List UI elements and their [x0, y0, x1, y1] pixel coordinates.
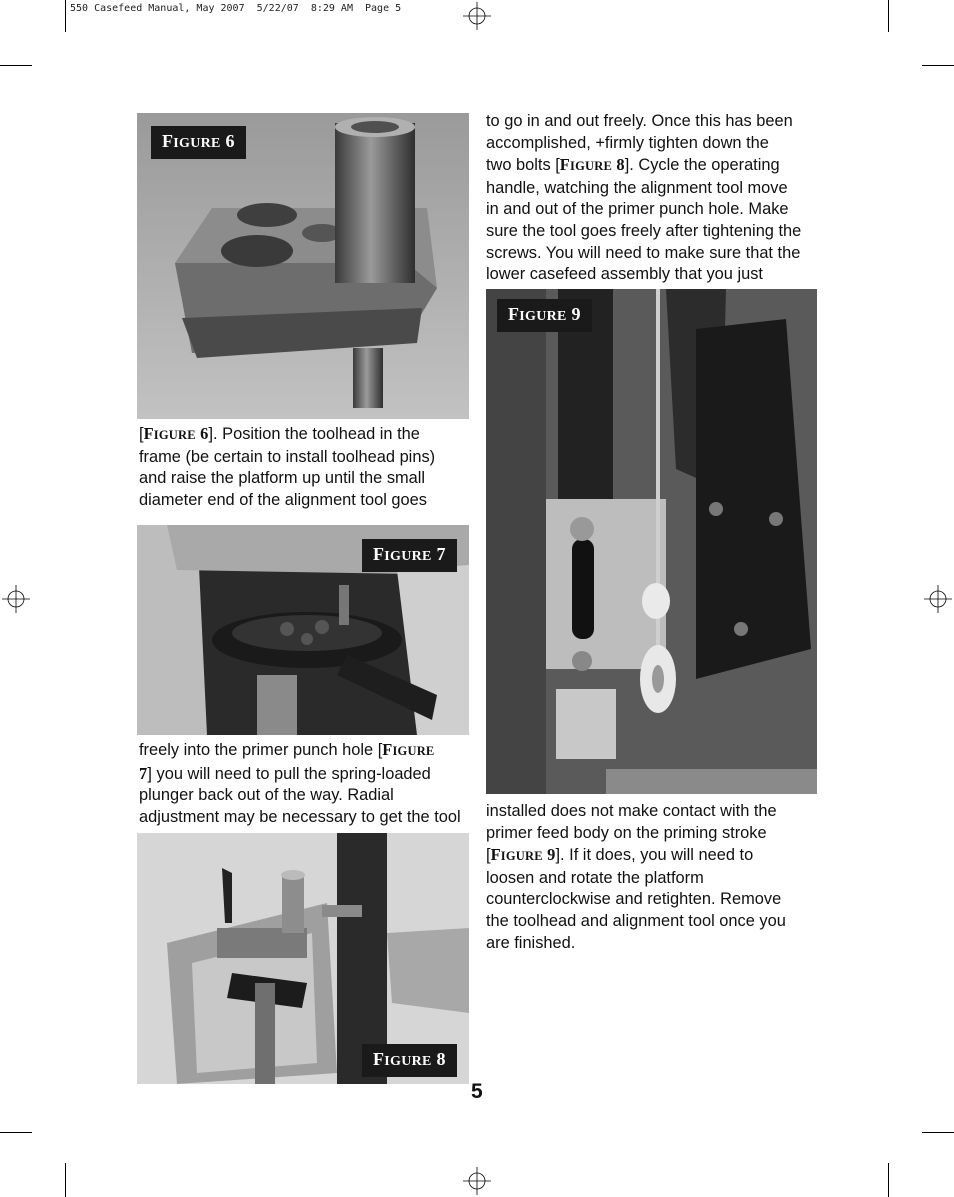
figure-reference: 7: [139, 763, 148, 783]
figure-6-label: FIGURE 6: [151, 126, 246, 159]
figure-9-label: FIGURE 9: [497, 299, 592, 332]
paragraph-primer-feed: installed does not make contact with the primer feed body on the priming stroke [FIGURE 9]. If it does, you will need to loosen and rotate the platform counterclockwise and retighten. Remove the toolhead and alignment tool once you are finished.: [486, 802, 786, 952]
paragraph-primer-punch: freely into the primer punch hole [FIGURE 7] you will need to pull the spring-loaded plunger back out of the way. Radial adjustment may be necessary to get the tool: [139, 740, 461, 826]
registration-mark-icon: [463, 2, 491, 30]
crop-mark: [65, 0, 66, 32]
figure-7-label: FIGURE 7: [362, 539, 457, 572]
figure-reference: FIGURE: [382, 740, 435, 759]
crop-mark: [922, 1132, 954, 1133]
crop-mark: [65, 1163, 66, 1197]
print-slug: 550 Casefeed Manual, May 2007 5/22/07 8:29 AM Page 5: [70, 3, 402, 14]
figure-reference: FIGURE 9: [490, 845, 556, 865]
crop-mark: [888, 0, 889, 32]
figure-9-photo: [486, 289, 817, 794]
figure-8-label: FIGURE 8: [362, 1044, 457, 1077]
figure-reference: FIGURE 6: [143, 424, 209, 443]
crop-mark: [0, 65, 32, 66]
crop-mark: [888, 1163, 889, 1197]
page-number: 5: [471, 1080, 483, 1103]
registration-mark-icon: [463, 1167, 491, 1195]
registration-mark-icon: [924, 585, 952, 613]
figure-reference: FIGURE 8: [559, 155, 625, 175]
crop-mark: [922, 65, 954, 66]
registration-mark-icon: [2, 585, 30, 613]
paragraph-position-toolhead: [FIGURE 6]. Position the toolhead in the frame (be certain to install toolhead pins) and raise the platform up until the small diameter end of the alignment tool goes: [139, 424, 436, 509]
crop-mark: [0, 1132, 32, 1133]
paragraph-tighten-bolts: to go in and out freely. Once this has been accomplished, +firmly tighten down the two bolts [FIGURE 8]. Cycle the operating handle, watching the alignment tool move in and out of the primer punch hole. Make sure the tool goes freely after tightening the screws. You will need to make sure that the lower casefeed assembly that you just: [486, 112, 802, 284]
